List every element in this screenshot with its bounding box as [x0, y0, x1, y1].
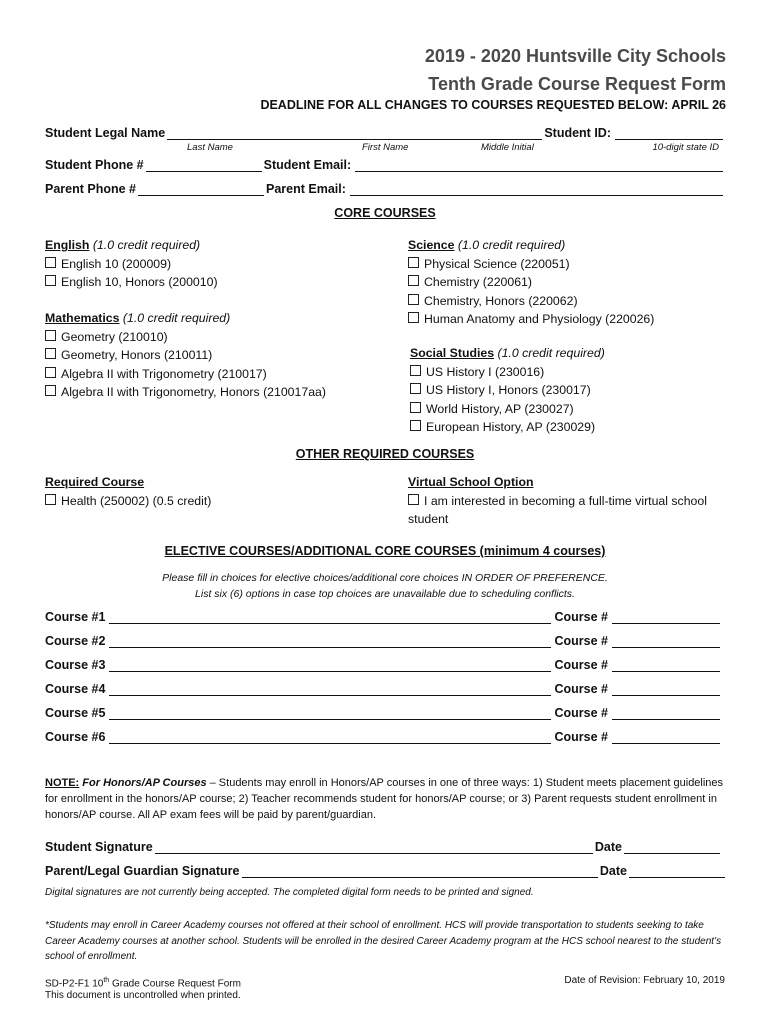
required-course-title: Required Course	[45, 475, 145, 489]
course-number-field[interactable]	[612, 731, 720, 744]
english-credit-req: (1.0 credit required)	[92, 238, 201, 252]
parent-phone-label: Parent Phone #	[45, 182, 136, 196]
parent-contact-row	[45, 180, 723, 196]
checkbox[interactable]	[408, 312, 419, 323]
course-name-field[interactable]	[109, 707, 550, 720]
virtual-school-option[interactable]: I am interested in becoming a full-time virtual school	[408, 492, 707, 511]
course-name-field[interactable]	[109, 659, 550, 672]
student-legal-name-field[interactable]	[167, 127, 542, 140]
social-option-4[interactable]: European History, AP (230029)	[410, 418, 605, 437]
course-row-3: Course #3 Course #	[45, 656, 720, 672]
english-title: English	[45, 238, 90, 252]
state-id-hint: 10-digit state ID	[652, 142, 719, 153]
student-name-row	[45, 124, 723, 140]
course-number-field[interactable]	[612, 683, 720, 696]
virtual-school-title: Virtual School Option	[408, 475, 534, 489]
core-courses-heading: CORE COURSES	[334, 206, 436, 220]
science-title: Science	[408, 238, 455, 252]
course-row-4: Course #4 Course #	[45, 680, 720, 696]
social-studies-title: Social Studies	[410, 346, 495, 360]
checkbox[interactable]	[45, 275, 56, 286]
student-signature-label: Student Signature	[45, 840, 153, 854]
english-option-2[interactable]: English 10, Honors (200010)	[45, 273, 218, 292]
social-studies-section	[410, 344, 605, 437]
student-date-field[interactable]	[624, 841, 720, 854]
revision-date: Date of Revision: February 10, 2019	[564, 975, 725, 986]
virtual-school-option-line2: student	[408, 512, 449, 526]
student-signature-field[interactable]	[155, 841, 593, 854]
social-option-3[interactable]: World History, AP (230027)	[410, 400, 605, 419]
social-option-2[interactable]: US History I, Honors (230017)	[410, 381, 605, 400]
note-emphasis: For Honors/AP Courses	[82, 777, 207, 789]
course-number-field[interactable]	[612, 659, 720, 672]
checkbox[interactable]	[45, 348, 56, 359]
social-option-1[interactable]: US History I (230016)	[410, 363, 605, 382]
last-name-hint: Last Name	[187, 142, 233, 153]
parent-email-label: Parent Email:	[266, 182, 346, 196]
english-option-1[interactable]: English 10 (200009)	[45, 255, 218, 274]
elective-instructions-line1: Please fill in choices for elective choices/additional core choices IN ORDER OF PREFERENCE.	[162, 572, 608, 584]
science-option-4[interactable]: Human Anatomy and Physiology (220026)	[408, 310, 654, 329]
checkbox[interactable]	[45, 367, 56, 378]
science-section	[408, 236, 654, 329]
math-option-3[interactable]: Algebra II with Trigonometry (210017)	[45, 365, 326, 384]
course-name-field[interactable]	[109, 635, 550, 648]
student-legal-name-label: Student Legal Name	[45, 126, 166, 140]
course-name-field[interactable]	[109, 611, 550, 624]
science-credit-req: (1.0 credit required)	[457, 238, 566, 252]
parent-signature-field[interactable]	[242, 865, 598, 878]
math-credit-req: (1.0 credit required)	[122, 311, 231, 325]
first-name-hint: First Name	[362, 142, 409, 153]
honors-ap-note	[45, 775, 725, 823]
form-title-line2: Tenth Grade Course Request Form	[428, 74, 726, 94]
student-date-label: Date	[594, 840, 622, 854]
parent-signature-label: Parent/Legal Guardian Signature	[45, 864, 240, 878]
course-name-field[interactable]	[109, 683, 550, 696]
checkbox[interactable]	[45, 385, 56, 396]
student-phone-label: Student Phone #	[45, 158, 144, 172]
checkbox[interactable]	[410, 402, 421, 413]
checkbox[interactable]	[408, 294, 419, 305]
form-title-line1: 2019 - 2020 Huntsville City Schools	[424, 46, 726, 66]
uncontrolled-note: This document is uncontrolled when printed.	[45, 990, 241, 1001]
parent-date-label: Date	[599, 864, 627, 878]
science-option-2[interactable]: Chemistry (220061)	[408, 273, 654, 292]
course-row-2: Course #2 Course #	[45, 632, 720, 648]
student-email-field[interactable]	[355, 159, 723, 172]
other-required-heading: OTHER REQUIRED COURSES	[295, 447, 475, 461]
student-email-label: Student Email:	[263, 158, 352, 172]
virtual-school-section	[408, 473, 707, 529]
deadline-notice: DEADLINE FOR ALL CHANGES TO COURSES REQUESTED BELOW: APRIL 26	[260, 98, 726, 112]
middle-initial-hint: Middle Initial	[481, 142, 534, 153]
parent-signature-row	[45, 862, 725, 878]
student-id-label: Student ID:	[544, 126, 611, 140]
math-title: Mathematics	[45, 311, 120, 325]
course-number-field[interactable]	[612, 611, 720, 624]
course-name-field[interactable]	[109, 731, 550, 744]
elective-courses-heading: ELECTIVE COURSES/ADDITIONAL CORE COURSES (minimum 4 courses)	[164, 544, 606, 558]
student-contact-row	[45, 156, 723, 172]
science-option-1[interactable]: Physical Science (220051)	[408, 255, 654, 274]
math-section	[45, 309, 326, 402]
checkbox[interactable]	[45, 494, 56, 505]
elective-instructions-line2: List six (6) options in case top choices are unavailable due to scheduling conflicts.	[195, 588, 575, 600]
checkbox[interactable]	[410, 365, 421, 376]
health-option[interactable]: Health (250002) (0.5 credit)	[45, 492, 211, 511]
student-phone-field[interactable]	[146, 159, 262, 172]
checkbox[interactable]	[410, 420, 421, 431]
career-academy-note: *Students may enroll in Career Academy courses not offered at their school of enrollment. HCS will provide transportation to students seeking to take Career Academy courses at another school. Students will be enrolled in the desired Career Academy program at the HCS school nearest to the student’s school of enrollment.	[45, 920, 722, 962]
course-row-1: Course #1 Course #	[45, 608, 720, 624]
checkbox[interactable]	[408, 257, 419, 268]
math-option-4[interactable]: Algebra II with Trigonometry, Honors (210017aa)	[45, 383, 326, 402]
course-number-field[interactable]	[612, 635, 720, 648]
math-option-1[interactable]: Geometry (210010)	[45, 328, 326, 347]
required-course-section	[45, 473, 211, 510]
math-option-2[interactable]: Geometry, Honors (210011)	[45, 346, 326, 365]
course-row-5: Course #5 Course #	[45, 704, 720, 720]
social-studies-credit-req: (1.0 credit required)	[497, 346, 605, 360]
english-section	[45, 236, 218, 292]
note-text: – Students may enroll in Honors/AP courses in one of three ways: 1) Student meets placement guidelines for enrollment in the honors/AP course; 2) Teacher recommends student for honors/AP course; or 3) Parent requests student enrollment in honors/AP course. All AP exam fees will be paid by parent/guardian.	[45, 777, 724, 821]
parent-date-field[interactable]	[629, 865, 725, 878]
course-number-field[interactable]	[612, 707, 720, 720]
checkbox[interactable]	[45, 330, 56, 341]
checkbox[interactable]	[45, 257, 56, 268]
checkbox[interactable]	[408, 275, 419, 286]
science-option-3[interactable]: Chemistry, Honors (220062)	[408, 292, 654, 311]
checkbox[interactable]	[410, 383, 421, 394]
student-signature-row	[45, 838, 720, 854]
form-id: SD-P2-F1 10th Grade Course Request Form	[45, 977, 241, 990]
digital-signature-note: Digital signatures are not currently being accepted. The completed digital form needs to be printed and signed.	[45, 887, 534, 898]
parent-phone-field[interactable]	[138, 183, 264, 196]
student-id-field[interactable]	[615, 127, 723, 140]
checkbox[interactable]	[408, 494, 419, 505]
parent-email-field[interactable]	[350, 183, 723, 196]
note-label: NOTE:	[45, 777, 80, 789]
course-row-6: Course #6 Course #	[45, 728, 720, 744]
